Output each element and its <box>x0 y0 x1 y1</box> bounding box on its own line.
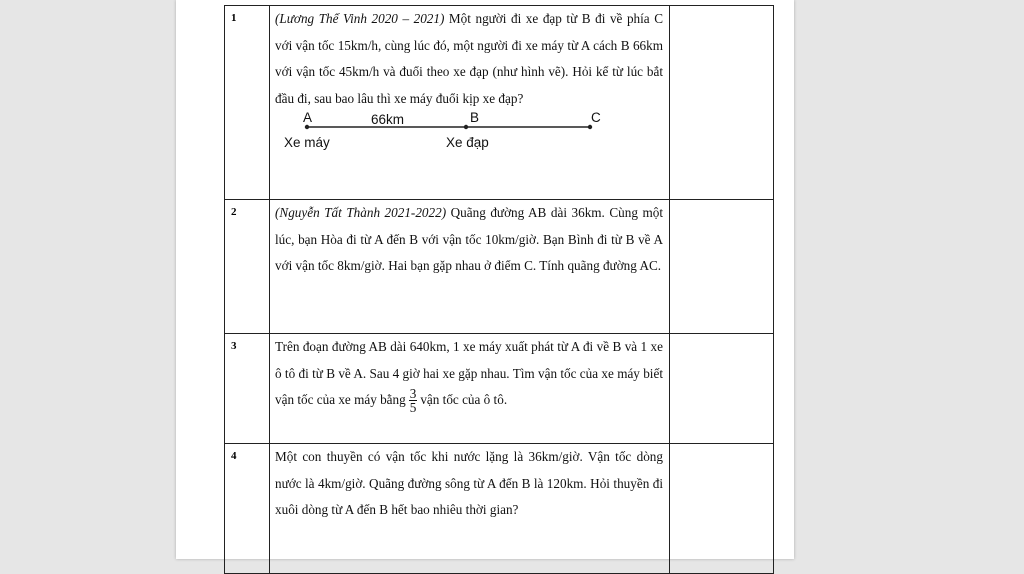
problem-source: (Lương Thế Vinh 2020 – 2021) <box>275 11 445 26</box>
problem-body: Quãng đường AB dài 36km. Cùng một lúc, bạn Hòa đi từ A đến B với vận tốc 10km/giờ. Bạn Bình đi từ B về A với vận tốc 8km/giờ. Hai bạn gặp nhau ở điểm C. Tính quãng đường AC. <box>275 205 663 273</box>
point-a-label: A <box>303 110 313 125</box>
problem-text <box>275 200 663 280</box>
point-b-dot <box>464 125 468 129</box>
motorbike-label: Xe máy <box>284 135 330 150</box>
answer-cell <box>670 444 774 574</box>
problem-text <box>275 334 663 414</box>
answer-cell <box>670 200 774 334</box>
exercise-table <box>224 5 774 574</box>
bicycle-label: Xe đạp <box>446 135 489 150</box>
fraction-denominator: 5 <box>409 400 417 416</box>
problem-cell <box>270 200 670 334</box>
table-row <box>225 6 774 200</box>
answer-cell <box>670 6 774 200</box>
answer-cell <box>670 334 774 444</box>
row-number: 3 <box>225 334 270 444</box>
fraction-numerator: 3 <box>409 386 417 402</box>
table-row <box>225 200 774 334</box>
row-number: 4 <box>225 444 270 574</box>
point-c-label: C <box>591 110 601 125</box>
row-number: 1 <box>225 6 270 200</box>
table-row <box>225 334 774 444</box>
problem-cell <box>270 6 670 200</box>
problem-body: Một người đi xe đạp từ B đi về phía C với vận tốc 15km/h, cùng lúc đó, một người đi xe máy từ A cách B 66km với vận tốc 45km/h và đuổi theo xe đạp (như hình vẽ). Hỏi kể từ lúc bắt đầu đi, sau bao lâu thì xe máy đuổi kịp xe đạp? <box>275 11 664 106</box>
problem-cell <box>270 334 670 444</box>
problem-cell <box>270 444 670 574</box>
problem-body: Trên đoạn đường AB dài 640km, 1 xe máy xuất phát từ A đi về B và 1 xe ô tô đi từ B về A. Sau 4 giờ hai xe gặp nhau. Tìm vận tốc của xe máy biết vận tốc của xe máy bằng <box>275 339 663 407</box>
problem-text <box>275 6 663 112</box>
table-row <box>225 444 774 574</box>
point-b-label: B <box>470 110 480 125</box>
problem-text: Một con thuyền có vận tốc khi nước lặng là 36km/giờ. Vận tốc dòng nước là 4km/giờ. Quãng đường sông từ A đến B là 120km. Hỏi thuyền đi xuôi dòng từ A đến B hết bao nhiêu thời gian? <box>275 449 663 517</box>
problem-body-end: vận tốc của ô tô. <box>420 392 508 407</box>
document-page <box>176 0 794 559</box>
motion-diagram <box>275 112 663 161</box>
fraction <box>409 387 418 414</box>
row-number: 2 <box>225 200 270 334</box>
problem-source: (Nguyễn Tất Thành 2021-2022) <box>275 205 447 220</box>
distance-label: 66km <box>371 112 405 127</box>
